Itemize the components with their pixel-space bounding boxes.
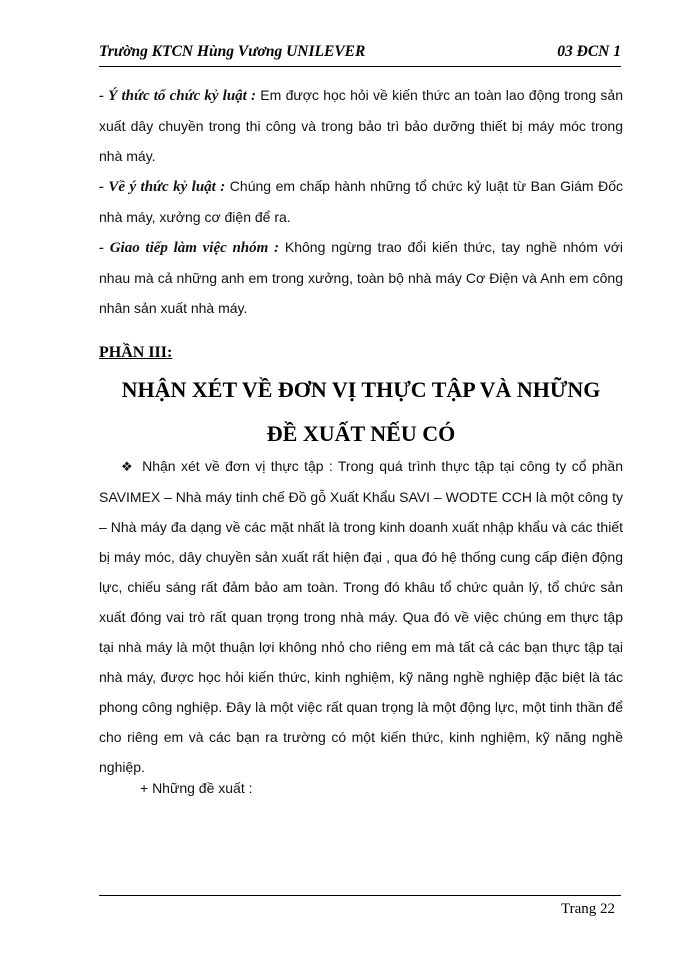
diamond-bullet-icon: ❖ <box>121 459 135 474</box>
evaluation-section <box>99 451 623 782</box>
paragraph-label: - Ý thức tổ chức kỷ luật : <box>99 88 256 104</box>
evaluation-text: Nhận xét về đơn vị thực tập : Trong quá trình thực tập tại công ty cổ phần SAVIMEX – Nhà máy tinh chế Đồ gỗ Xuất Khẩu SAVI – WODTE CCH là một công ty – Nhà máy đa dạng về các mặt nhất là trong kinh doanh xuất nhập khẩu và các thiết bị máy móc, dây chuyền sản xuất rất hiện đại , qua đó hệ thống cung cấp điện động lực, chiếu sáng rất đảm bảo am toàn. Trong đó khâu tổ chức quản lý, tổ chức sản xuất đóng vai trò rất quan trọng trong nhà máy. Qua đó về việc chúng em thực tập tại nhà máy là một thuận lợi không nhỏ cho riêng em mà tất cả các bạn thực tập tại nhà máy, được học hỏi kiến thức, kinh nghiệm, kỹ năng nghề nghiệp đặc biệt là tác phong công nghiệp. Đây là một việc rất quan trọng là một động lực, một tinh thần để cho riêng em và các bạn ra trường có một kiến thức, kinh nghiệm, kỹ năng nghề nghiệp. <box>99 458 623 775</box>
footer-divider <box>99 895 621 896</box>
proposals-heading: + Những đề xuất : <box>140 780 253 796</box>
paragraph-label: - Về ý thức kỷ luật : <box>99 179 226 195</box>
teamwork-paragraph <box>99 232 623 323</box>
section-title-line-2: ĐỀ XUẤT NẾU CÓ <box>266 421 456 446</box>
awareness-section <box>99 80 623 323</box>
header-school-name: Trường KTCN Hùng Vương UNILEVER <box>99 43 366 60</box>
paragraph-label: - Giao tiếp làm việc nhóm : <box>99 240 280 256</box>
header-class-code: 03 ĐCN 1 <box>557 43 621 60</box>
section-title <box>99 368 623 456</box>
page-number: Trang 22 <box>560 901 615 917</box>
section-title-line-1: NHẬN XÉT VỀ ĐƠN VỊ THỰC TẬP VÀ NHỮNG <box>121 377 601 402</box>
page-header <box>99 40 621 67</box>
paragraph-text: Em được học hỏi về kiến thức an toàn lao động trong sản xuất dây chuyền trong thi công và trong bảo trì bảo dưỡng thiết bị máy móc trong nhà máy. <box>99 87 623 164</box>
paragraph-text: Không ngừng trao đổi kiến thức, tay nghề nhóm với nhau mà cả những anh em trong xưởng, toàn bộ nhà máy Cơ Điện và Anh em công nhân sản xuất nhà máy. <box>99 239 623 316</box>
discipline-awareness-paragraph <box>99 171 623 232</box>
discipline-organization-paragraph <box>99 80 623 171</box>
paragraph-text: Chúng em chấp hành những tổ chức kỷ luật từ Ban Giám Đốc nhà máy, xưởng cơ điện để ra. <box>99 178 623 225</box>
evaluation-paragraph <box>99 451 623 782</box>
part-label: PHẦN III: <box>99 344 173 361</box>
